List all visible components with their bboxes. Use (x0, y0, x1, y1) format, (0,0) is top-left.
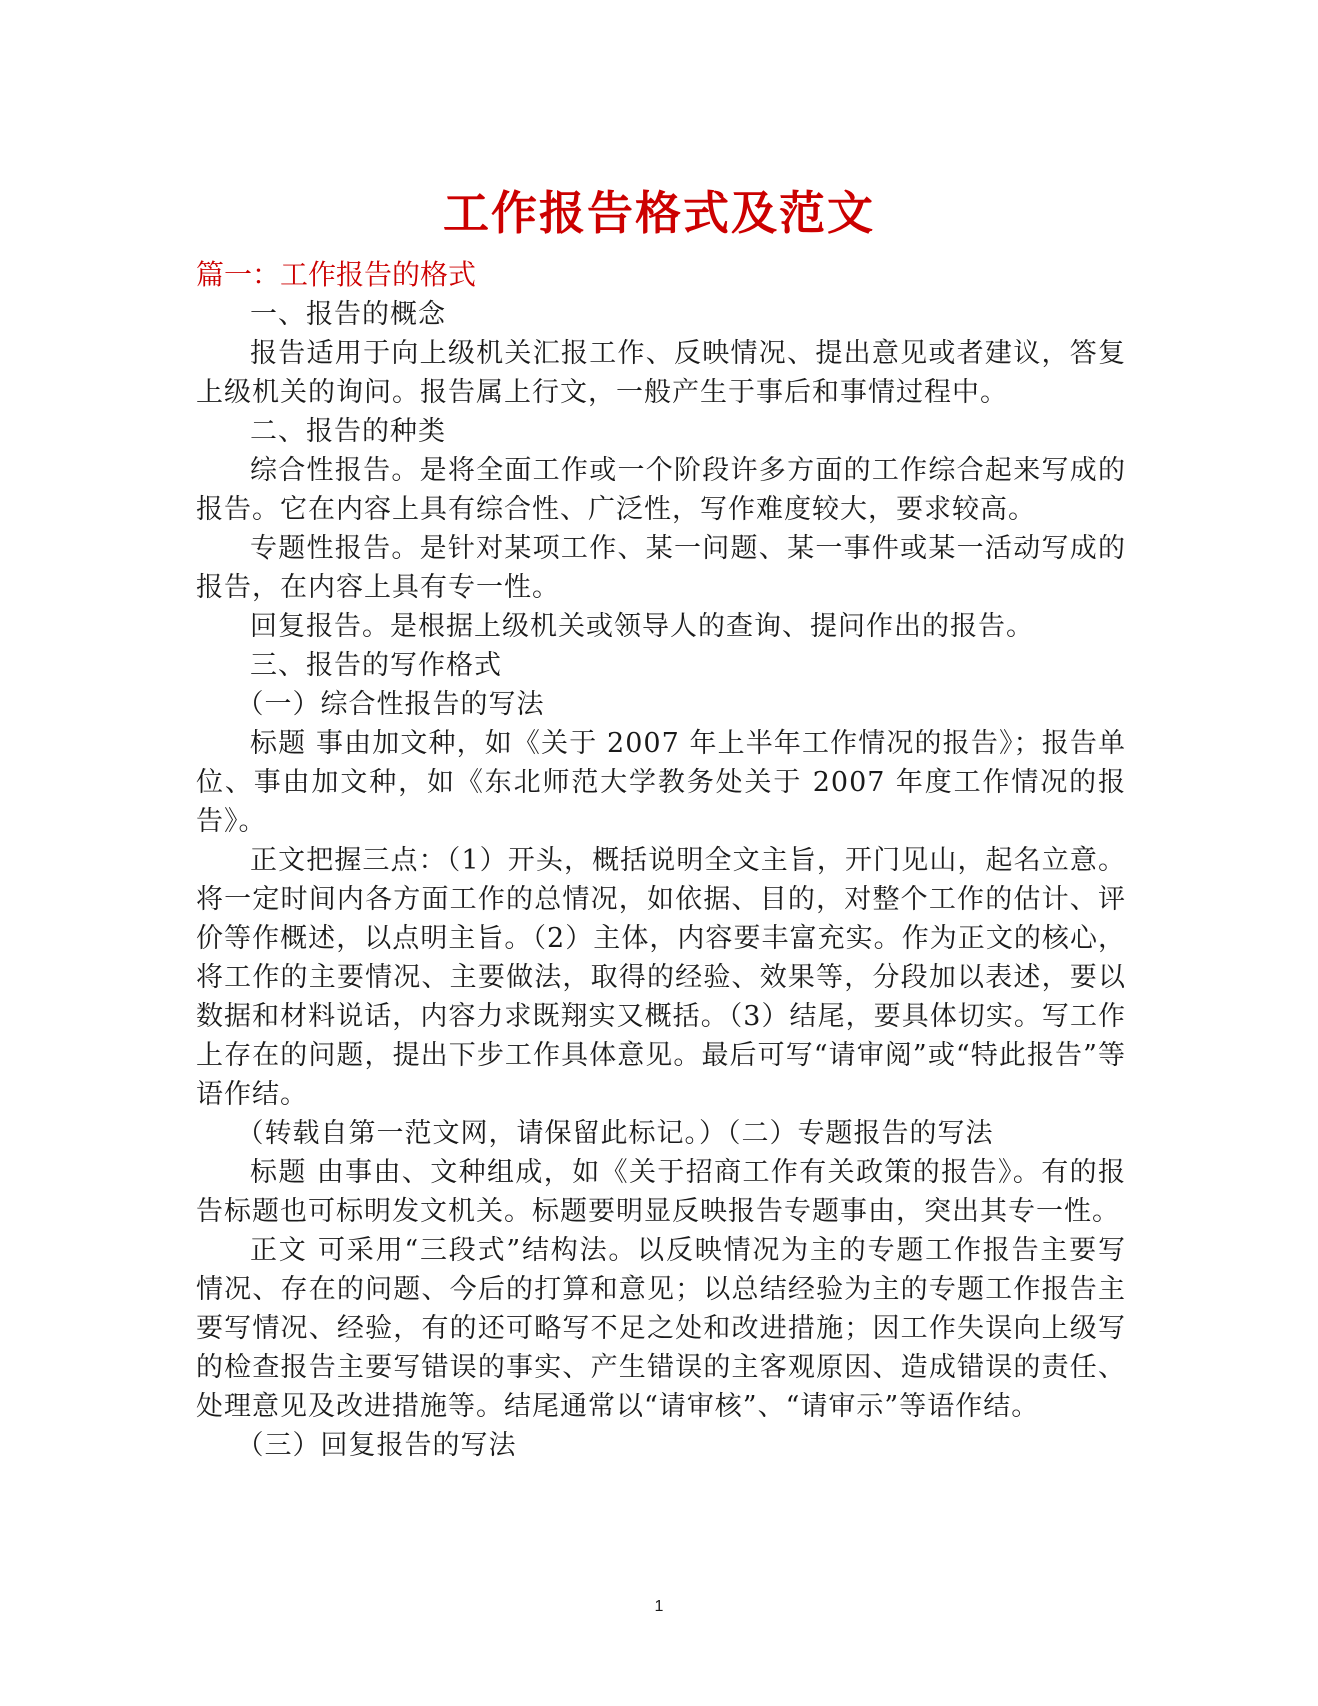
document-title: 工作报告格式及范文 (443, 185, 875, 240)
section-heading: 篇一：工作报告的格式 (196, 258, 477, 291)
page-number: 1 (654, 1598, 664, 1615)
paragraph-body-rule: 正文把握三点：（1）开头，概括说明全文主旨，开门见山，起名立意。将一定时间内各方面工作的总情况，如依据、目的，对整个工作的估计、评价等作概述，以点明主旨。（2）主体，内容要丰富充实。作为正文的核心，将工作的主要情况、主要做法，取得的经验、效果等，分段加以表述，要以数据和材料说话，内容力求既翔实又概括。（3）结尾，要具体切实。写工作上存在的问题，提出下步工作具体意见。最后可写“请审阅”或“特此报告”等语作结。 (196, 845, 1126, 1110)
heading-format: 三、报告的写作格式 (250, 650, 502, 681)
paragraph-concept: 报告适用于向上级机关汇报工作、反映情况、提出意见或者建议，答复上级机关的询问。报告属上行文，一般产生于事后和事情过程中。 (196, 338, 1126, 408)
subheading-reply: （三）回复报告的写法 (236, 1430, 517, 1461)
paragraph-special-body: 正文 可采用“三段式”结构法。以反映情况为主的专题工作报告主要写情况、存在的问题、今后的打算和意见；以总结经验为主的专题工作报告主要写情况、经验，有的还可略写不足之处和改进措施；因工作失误向上级写的检查报告主要写错误的事实、产生错误的主客观原因、造成错误的责任、处理意见及改进措施等。结尾通常以“请审核”、“请审示”等语作结。 (196, 1235, 1126, 1422)
paragraph-special-title: 标题 由事由、文种组成，如《关于招商工作有关政策的报告》。有的报告标题也可标明发文机关。标题要明显反映报告专题事由，突出其专一性。 (196, 1157, 1126, 1227)
heading-types: 二、报告的种类 (250, 416, 446, 447)
subheading-comprehensive: （一）综合性报告的写法 (236, 689, 545, 720)
paragraph-title-rule: 标题 事由加文种，如《关于 2007 年上半年工作情况的报告》；报告单位、事由加文种，如《东北师范大学教务处关于 2007 年度工作情况的报告》。 (196, 728, 1126, 837)
heading-concept: 一、报告的概念 (250, 299, 446, 330)
paragraph-special: 专题性报告。是针对某项工作、某一问题、某一事件或某一活动写成的报告，在内容上具有专一性。 (196, 533, 1126, 603)
paragraph-reply: 回复报告。是根据上级机关或领导人的查询、提问作出的报告。 (250, 611, 1034, 642)
document-body (196, 295, 1126, 1465)
paragraph-comprehensive: 综合性报告。是将全面工作或一个阶段许多方面的工作综合起来写成的报告。它在内容上具有综合性、广泛性，写作难度较大，要求较高。 (196, 455, 1126, 525)
paragraph-repost-note: （转载自第一范文网，请保留此标记。）（二）专题报告的写法 (236, 1118, 994, 1149)
